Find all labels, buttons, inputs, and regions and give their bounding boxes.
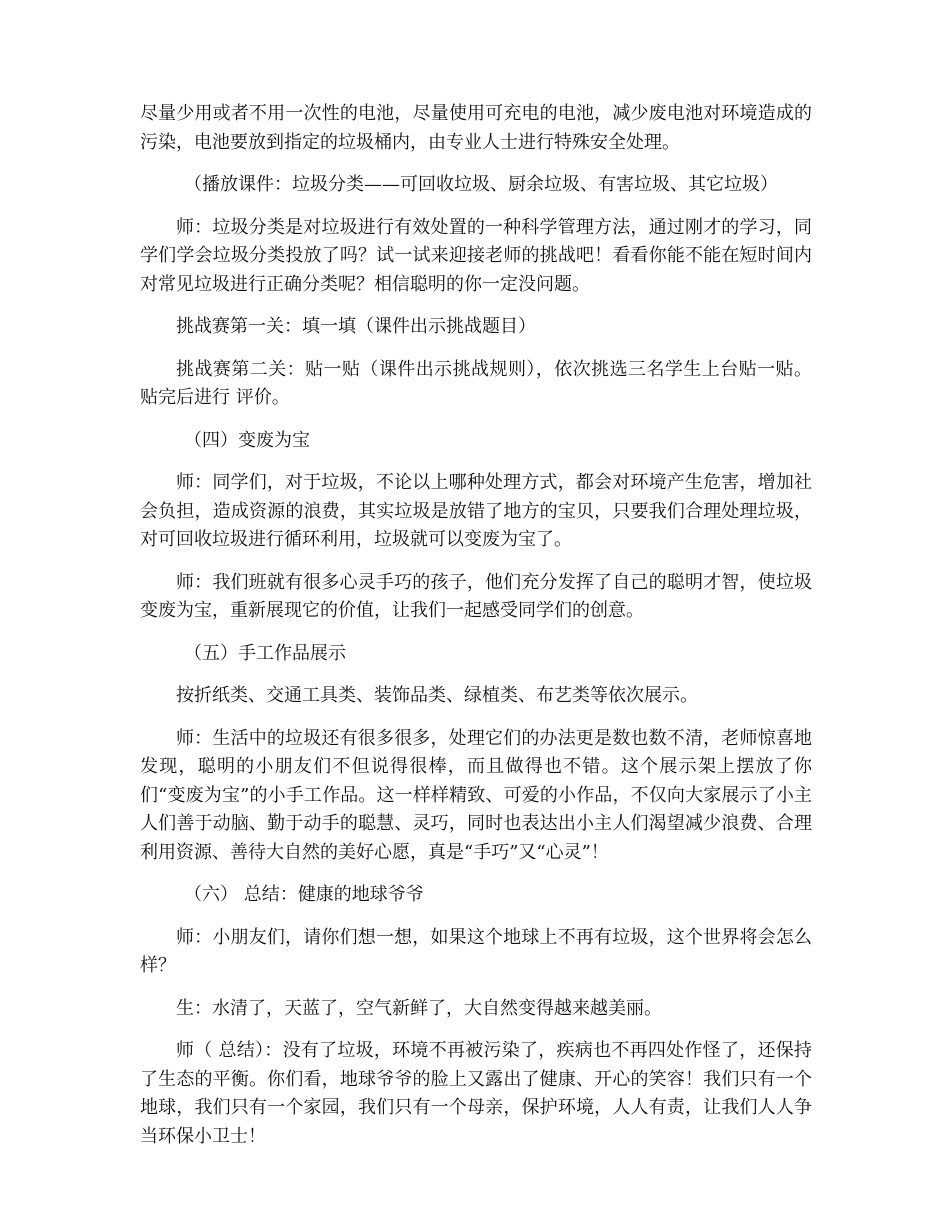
paragraph-teacher-waste-harm: 师：同学们，对于垃圾，不论以上哪种处理方式，都会对环境产生危害，增加社会负担，造成资源的浪费，其实垃圾是放错了地方的宝贝，只要我们合理处理垃圾，对可回收垃圾进行循环利用，垃圾就可以变废为宝了。: [140, 472, 812, 550]
paragraph-teacher-challenge-intro: 师：垃圾分类是对垃圾进行有效处置的一种科学管理方法，通过刚才的学习，同学们学会垃圾分类投放了吗？试一试来迎接老师的挑战吧！看看你能不能在短时间内对常见垃圾进行正确分类呢？相信聪明的你一定没问题。: [140, 216, 812, 295]
paragraph-student-answer: 生：水清了，天蓝了，空气新鲜了，大自然变得越来越美丽。: [176, 997, 662, 1019]
section-heading-summary: （六） 总结：健康的地球爷爷: [184, 884, 424, 905]
paragraph-courseware-classification: （播放课件：垃圾分类——可回收垃圾、厨余垃圾、有害垃圾、其它垃圾）: [184, 174, 778, 195]
paragraph-challenge-level-two: 挑战赛第二关：贴一贴（课件出示挑战规则），依次挑选三名学生上台贴一贴。贴完后进行 评价。: [140, 358, 812, 408]
paragraph-challenge-level-one: 挑战赛第一关：填一填（课件出示挑战题目）: [176, 316, 536, 337]
paragraph-teacher-summary: 师（ 总结）：没有了垃圾，环境不再被污染了，疾病也不再四处作怪了，还保持了生态的平衡。你们看，地球爷爷的脸上又露出了健康、开心的笑容！我们只有一个地球，我们只有一个家园，我们只有一个母亲，保护环境，人人有责，让我们人人争当环保小卫士！: [140, 1040, 812, 1147]
paragraph-teacher-creative-kids: 师：我们班就有很多心灵手巧的孩子，他们充分发挥了自己的聪明才智，使垃圾变废为宝，重新展现它的价值，让我们一起感受同学们的创意。: [140, 571, 812, 621]
paragraph-battery-disposal: 尽量少用或者不用一次性的电池，尽量使用可充电的电池，减少废电池对环境造成的污染，电池要放到指定的垃圾桶内，由专业人士进行特殊安全处理。: [140, 103, 812, 153]
paragraph-display-order: 按折纸类、交通工具类、装饰品类、绿植类、布艺类等依次展示。: [176, 685, 698, 706]
section-heading-turn-waste-treasure: （四）变废为宝: [184, 429, 310, 451]
section-heading-handcraft-display: （五）手工作品展示: [184, 642, 346, 664]
paragraph-teacher-praise: 师：生活中的垃圾还有很多很多，处理它们的办法更是数也数不清，老师惊喜地发现，聪明的小朋友们不但说得很棒，而且做得也不错。这个展示架上摆放了你们“变废为宝”的小手工作品。这一样样精致、可爱的小作品，不仅向大家展示了小主人们善于动脑、勤于动手的聪慧、灵巧，同时也表达出小主人们渴望减少浪费、合理利用资源、善待大自然的美好心愿，真是“手巧”又“心灵”！: [140, 727, 812, 863]
paragraph-teacher-question: 师：小朋友们，请你们想一想，如果这个地球上不再有垃圾，这个世界将会怎么样？: [140, 926, 812, 976]
document-page: [140, 100, 812, 1165]
